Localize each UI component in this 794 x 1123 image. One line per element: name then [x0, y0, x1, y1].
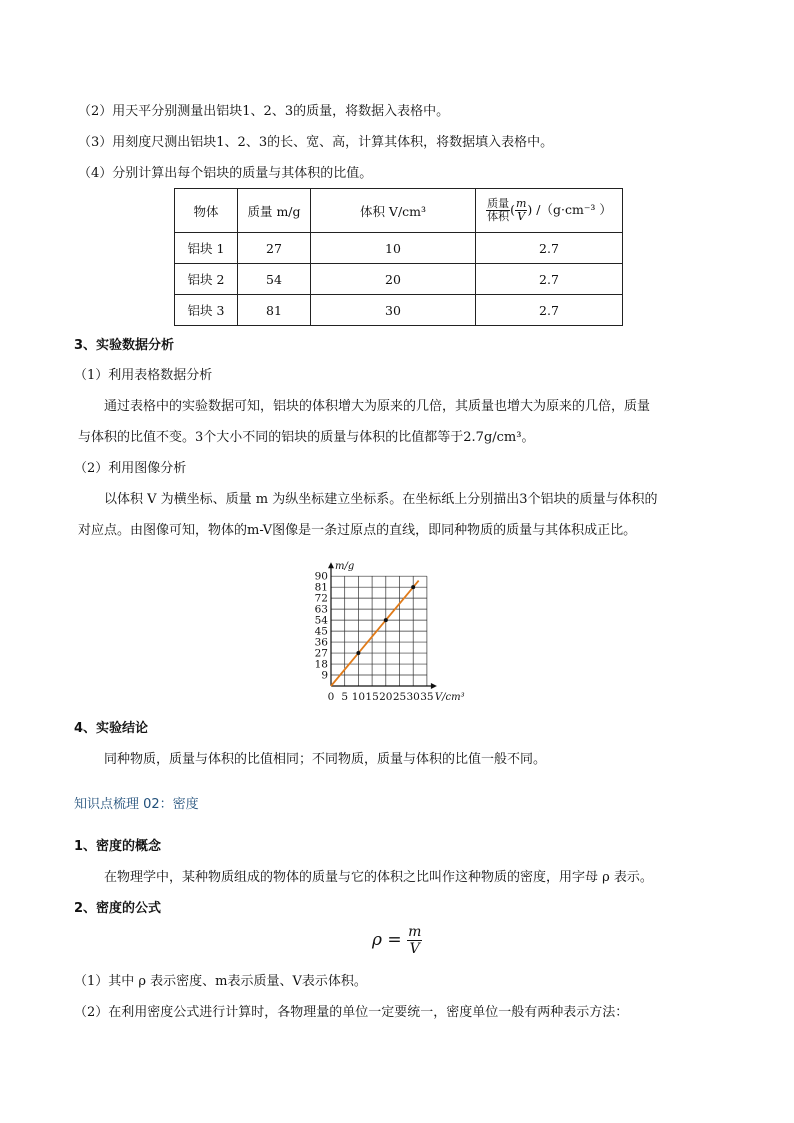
- section-3-sub-2: （2）利用图像分析: [74, 461, 187, 476]
- step-3: （3）用刻度尺测出铝块1、2、3的长、宽、高，计算其体积，将数据填入表格中。: [78, 135, 554, 150]
- x-tick-label: 35: [420, 691, 434, 703]
- y-tick-label: 9: [321, 669, 328, 682]
- data-point: [356, 651, 360, 655]
- data-point: [411, 585, 415, 589]
- section-3-sub-1: （1）利用表格数据分析: [74, 368, 213, 383]
- y-tick-label: 27: [314, 647, 328, 660]
- x-axis-arrow: [431, 683, 437, 689]
- section-3-title: 3、实验数据分析: [74, 338, 175, 353]
- y-tick-label: 18: [314, 658, 328, 671]
- y-tick-label: 36: [314, 636, 328, 649]
- section-3-para-2b: 对应点。由图像可知，物体的m-V图像是一条过原点的直线，即同种物质的质量与其体积成正比。: [78, 523, 637, 538]
- x-tick-label: 0: [327, 691, 335, 703]
- density-formula-title: 2、密度的公式: [74, 901, 162, 916]
- aluminum-data-table: [174, 188, 623, 326]
- x-tick-label: 10: [351, 691, 366, 703]
- step-2: （2）用天平分别测量出铝块1、2、3的质量，将数据入表格中。: [78, 104, 450, 119]
- ratio-unit: （g·cm⁻³ ）: [540, 202, 612, 217]
- header-ratio: $\frac{\text{质量}}{\text{体积}}$ ( $\frac{m}{V}$ ) /（g·cm⁻³ ）: [476, 189, 623, 233]
- formula-lhs: ρ =: [372, 930, 402, 950]
- formula-fraction: $\frac{m}{V}$: [408, 924, 422, 957]
- x-tick-label: 5: [341, 691, 349, 703]
- y-tick-label: 90: [314, 570, 328, 583]
- density-note-1: （1）其中 ρ 表示密度、m表示质量、V表示体积。: [74, 974, 367, 989]
- data-point: [384, 618, 388, 622]
- knowledge-point-02-heading: 知识点梳理 02：密度: [74, 797, 199, 812]
- density-concept-para: 在物理学中，某种物质组成的物体的质量与它的体积之比叫作这种物质的密度，用字母 ρ 表示。: [104, 870, 653, 885]
- table-row: 铝块 1 27 10 2.7: [175, 233, 623, 264]
- y-tick-label: 45: [314, 625, 328, 638]
- y-axis-label: m/g: [335, 561, 355, 573]
- y-tick-label: 54: [314, 614, 328, 627]
- y-tick-label: 72: [314, 592, 328, 605]
- header-volume: 体积 V/cm³: [311, 189, 476, 233]
- y-tick-label: 81: [314, 581, 328, 594]
- ratio-word-fraction: $\frac{\text{质量}}{\text{体积}}$: [487, 197, 510, 223]
- section-4-title: 4、实验结论: [74, 721, 149, 736]
- header-object: 物体: [175, 189, 238, 233]
- table-header-row: [175, 189, 623, 233]
- mass-volume-chart: [300, 550, 500, 708]
- header-mass: 质量 m/g: [238, 189, 311, 233]
- table-row: 铝块 3 81 30 2.7: [175, 295, 623, 326]
- section-3-para-2a: 以体积 V 为横坐标、质量 m 为纵坐标建立坐标系。在坐标纸上分别描出3个铝块的质量与体积的: [104, 492, 658, 507]
- step-4: （4）分别计算出每个铝块的质量与其体积的比值。: [78, 166, 373, 181]
- density-concept-title: 1、密度的概念: [74, 839, 162, 854]
- x-axis-label: V/cm³: [434, 692, 465, 703]
- x-tick-label: 15: [365, 691, 379, 703]
- table-row: 铝块 2 54 20 2.7: [175, 264, 623, 295]
- density-note-2: （2）在利用密度公式进行计算时，各物理量的单位一定要统一，密度单位一般有两种表示方法：: [74, 1005, 629, 1020]
- y-tick-label: 63: [314, 603, 328, 616]
- x-tick-label: 30: [406, 691, 420, 703]
- x-tick-label: 25: [392, 691, 407, 703]
- density-formula: [372, 924, 422, 957]
- section-3-para-1a: 通过表格中的实验数据可知，铝块的体积增大为原来的几倍，其质量也增大为原来的几倍，质量: [104, 399, 651, 414]
- section-4-conclusion: 同种物质，质量与体积的比值相同；不同物质，质量与体积的比值一般不同。: [104, 752, 547, 767]
- section-3-para-1b: 与体积的比值不变。3个大小不同的铝块的质量与体积的比值都等于2.7g/cm³。: [78, 430, 535, 445]
- ratio-symbol-fraction: $\frac{m}{V}$: [515, 197, 527, 223]
- data-line: [331, 581, 419, 686]
- y-axis-arrow: [328, 562, 334, 568]
- x-tick-label: 20: [379, 691, 393, 703]
